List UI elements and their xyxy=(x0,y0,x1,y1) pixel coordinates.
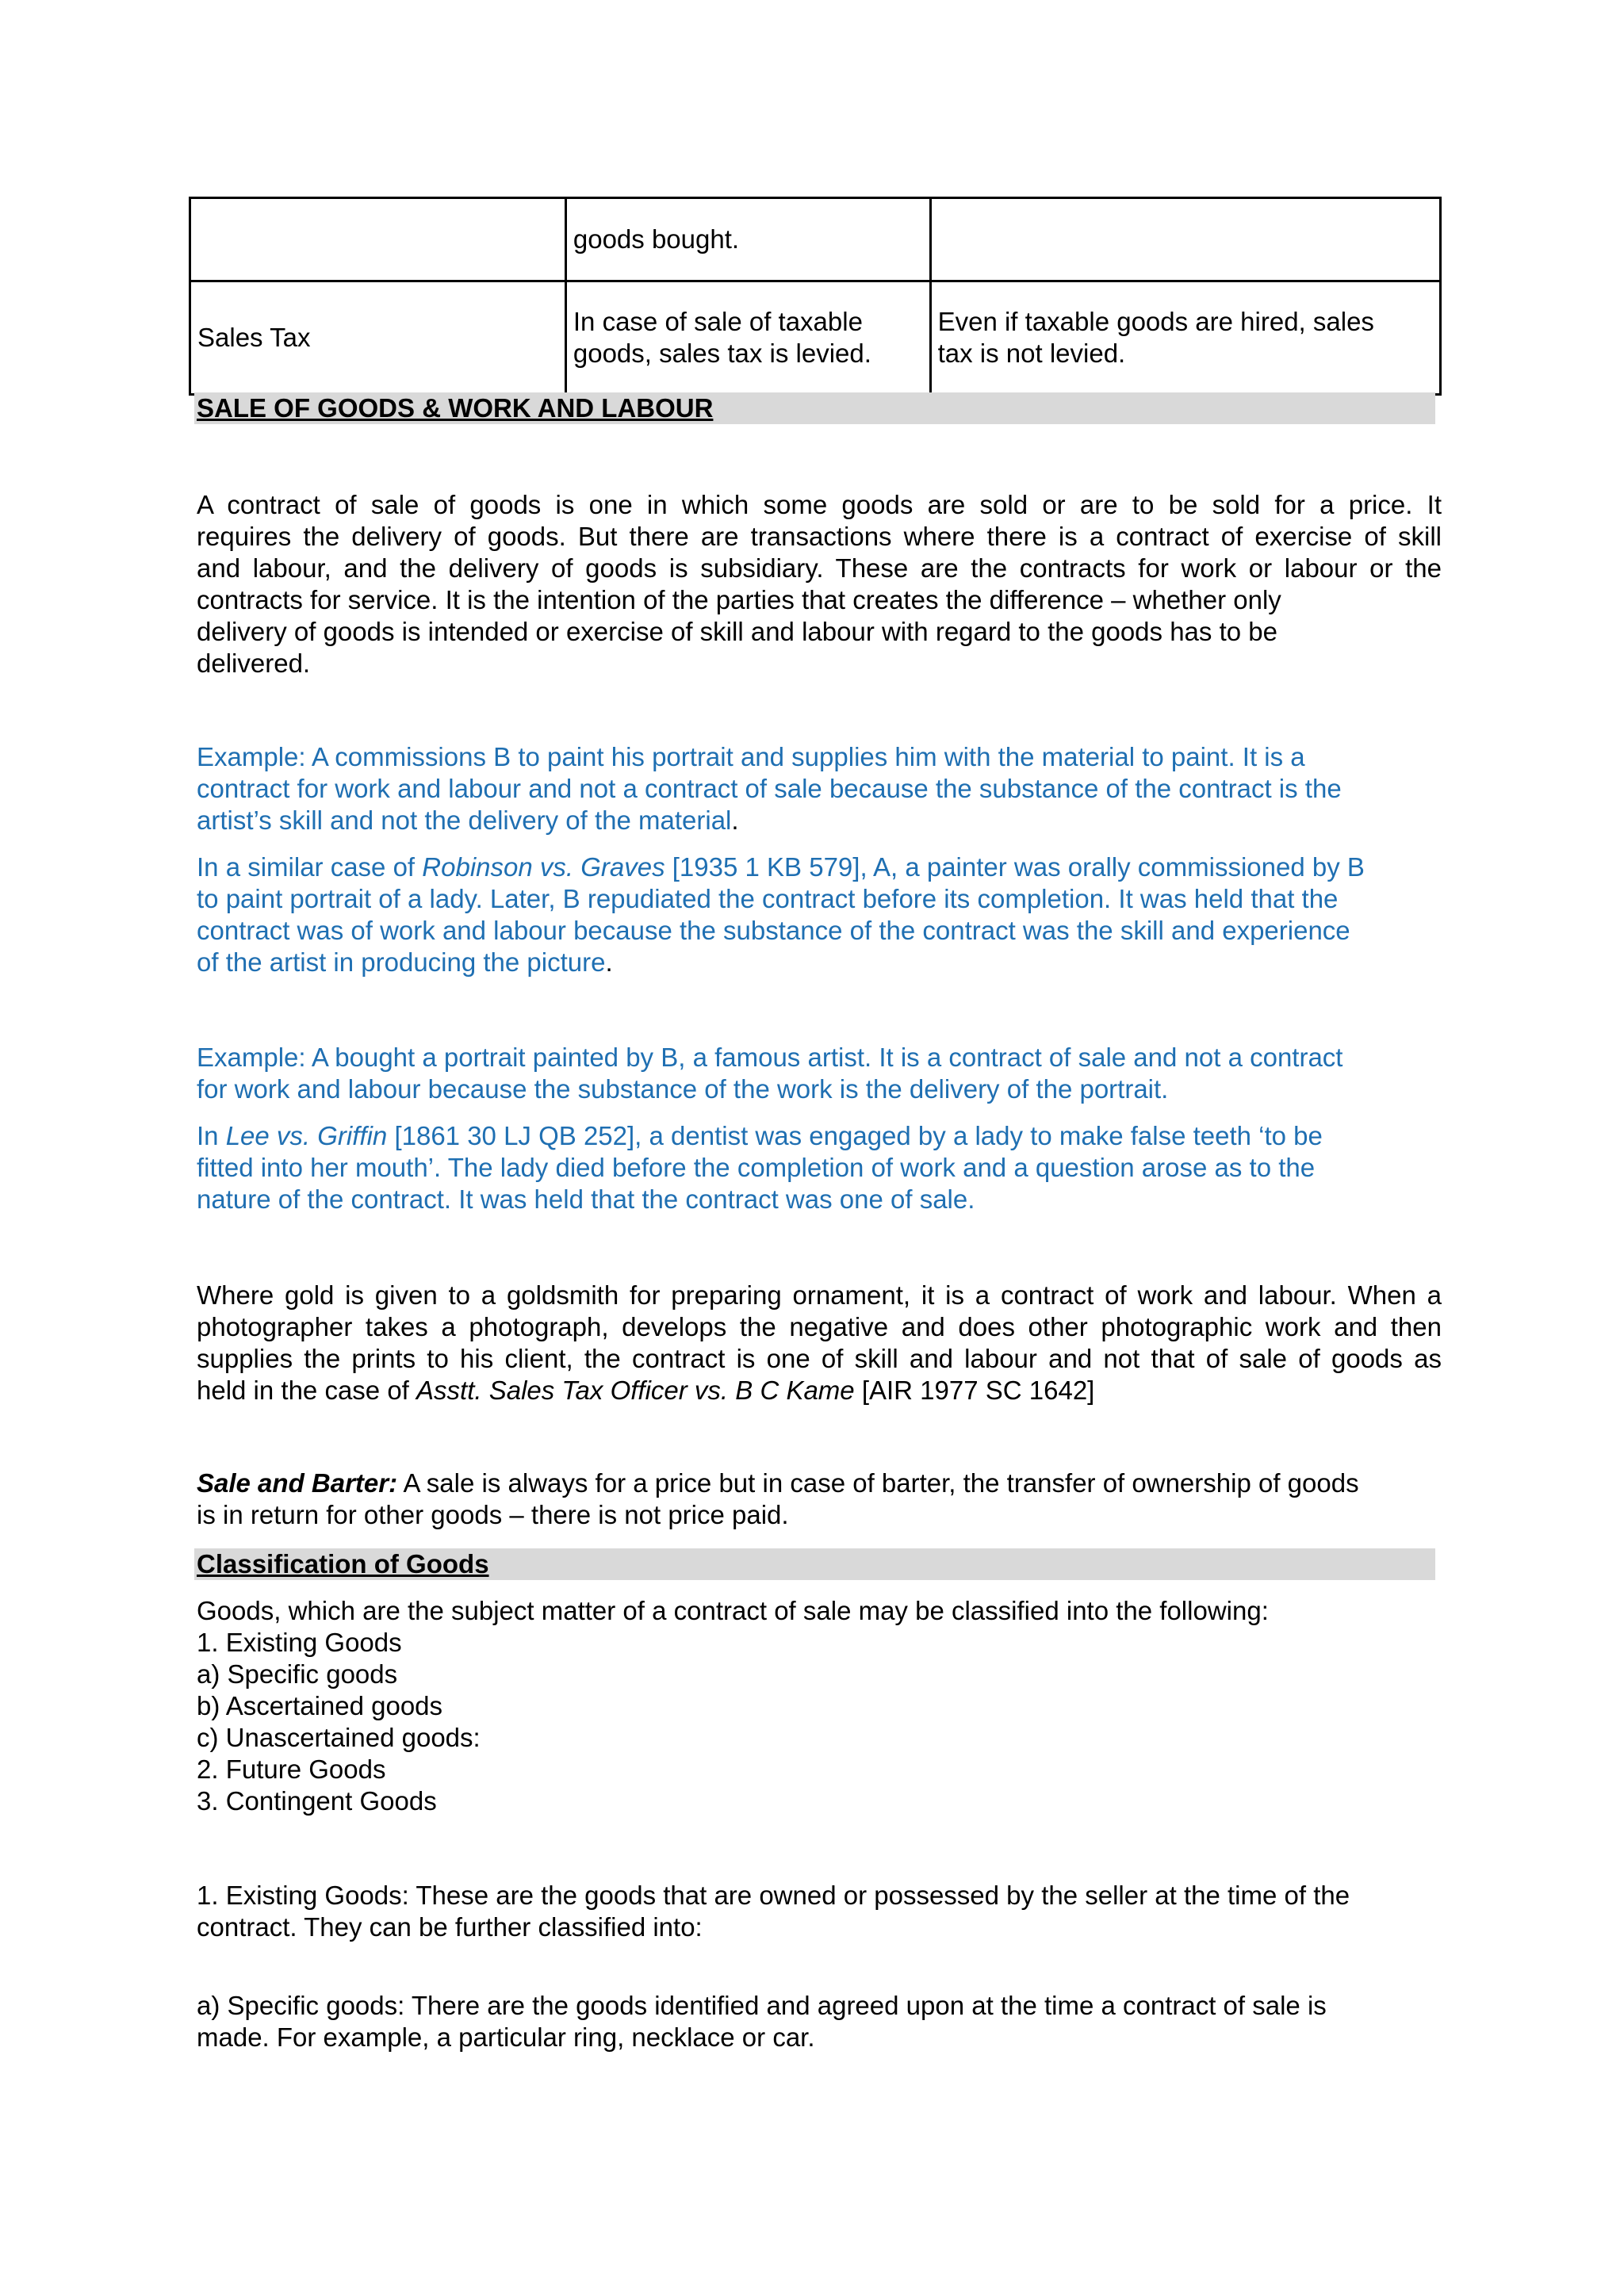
text-line: for work and labour because the substance of the work is the delivery of the portrait. xyxy=(197,1074,1169,1104)
list-item: a) Specific goods xyxy=(197,1659,398,1689)
table-row xyxy=(190,281,1441,395)
text-line: contract was of work and labour because the substance of the contract was the skill and experience xyxy=(197,916,1350,945)
text-segment: [1861 30 LJ QB 252], a dentist was engaged by a lady to make false teeth ‘to be xyxy=(387,1121,1323,1150)
text-line: 1. Existing Goods: These are the goods that are owned or possessed by the seller at the time of the xyxy=(197,1881,1350,1910)
text-line: made. For example, a particular ring, necklace or car. xyxy=(197,2022,815,2052)
text-line: nature of the contract. It was held that the contract was one of sale. xyxy=(197,1184,975,1214)
comparison-table xyxy=(189,197,1442,396)
text-line: is in return for other goods – there is not price paid. xyxy=(197,1500,789,1529)
text-line: delivery of goods is intended or exercise of skill and labour with regard to the goods has to be xyxy=(197,617,1277,646)
text-segment: [AIR 1977 SC 1642] xyxy=(854,1376,1095,1405)
text-line: Example: A bought a portrait painted by B, a famous artist. It is a contract of sale and not a contract xyxy=(197,1043,1343,1072)
classification-list xyxy=(197,1595,1442,1817)
text-segment: In a similar case of xyxy=(197,852,423,882)
cell-line: tax is not levied. xyxy=(937,339,1126,368)
text-line: Where gold is given to a goldsmith for preparing ornament, it is a contract of work and labour. When a xyxy=(197,1280,1442,1310)
table-cell xyxy=(930,281,1440,395)
text-segment: artist’s skill and not the delivery of the material xyxy=(197,806,732,835)
text-line: photographer takes a photograph, develops the negative and does other photographic work and then xyxy=(197,1312,1442,1341)
text-line xyxy=(197,805,1442,836)
text-line xyxy=(197,1468,1442,1499)
list-item: 3. Contingent Goods xyxy=(197,1786,437,1816)
text-segment: of the artist in producing the picture xyxy=(197,947,606,977)
case-name: Robinson vs. Graves xyxy=(422,852,665,882)
cell-line: In case of sale of taxable xyxy=(573,307,863,336)
text-line: delivered. xyxy=(197,649,311,678)
text-line: contract. They can be further classified into: xyxy=(197,1912,703,1942)
text-segment: held in the case of xyxy=(197,1376,417,1405)
text-line: and labour, and the delivery of goods is subsidiary. These are the contracts for work or labour or the xyxy=(197,553,1442,583)
paragraph-specific-goods xyxy=(197,1990,1442,2053)
case-name: Asstt. Sales Tax Officer vs. B C Kame xyxy=(416,1376,855,1405)
table-row xyxy=(190,198,1441,281)
text-line xyxy=(197,1375,1442,1406)
text-segment: [1935 1 KB 579], A, a painter was orally commissioned by B xyxy=(665,852,1365,882)
text-line: Goods, which are the subject matter of a contract of sale may be classified into the following: xyxy=(197,1596,1269,1625)
list-item: 2. Future Goods xyxy=(197,1755,386,1784)
case-lee-vs-griffin xyxy=(197,1120,1442,1215)
example-portrait-commission xyxy=(197,741,1442,836)
paragraph-existing-goods xyxy=(197,1880,1442,1943)
cell-line: Even if taxable goods are hired, sales xyxy=(937,307,1374,336)
text-line: requires the delivery of goods. But there are transactions where there is a contract of exercise of skill xyxy=(197,522,1442,551)
paragraph-sale-and-barter xyxy=(197,1468,1442,1531)
cell-line: goods, sales tax is levied. xyxy=(573,339,871,368)
list-item: c) Unascertained goods: xyxy=(197,1723,481,1752)
text-line: supplies the prints to his client, the contract is one of skill and labour and not that of sale of goods as xyxy=(197,1344,1442,1373)
table-cell-sales-tax: Sales Tax xyxy=(190,281,566,395)
text-segment: . xyxy=(731,806,739,835)
case-robinson-vs-graves xyxy=(197,851,1442,978)
paragraph-goldsmith xyxy=(197,1280,1442,1406)
text-segment: A sale is always for a price but in case of barter, the transfer of ownership of goods xyxy=(397,1468,1359,1498)
text-line xyxy=(197,1120,1442,1152)
text-line: a) Specific goods: There are the goods identified and agreed upon at the time a contract of sale is xyxy=(197,1991,1327,2020)
paragraph-contract-of-sale xyxy=(197,489,1442,679)
section-heading-classification: Classification of Goods xyxy=(194,1548,1435,1580)
text-line: fitted into her mouth’. The lady died before the completion of work and a question arose as to the xyxy=(197,1153,1316,1182)
text-line xyxy=(197,851,1442,883)
text-line xyxy=(197,947,1442,978)
section-heading-sale-work-labour: SALE OF GOODS & WORK AND LABOUR xyxy=(194,392,1435,424)
list-item: 1. Existing Goods xyxy=(197,1628,402,1657)
text-line: A contract of sale of goods is one in which some goods are sold or are to be sold for a price. It xyxy=(197,490,1442,519)
table-cell xyxy=(930,198,1440,281)
text-segment: . xyxy=(605,947,613,977)
list-item: b) Ascertained goods xyxy=(197,1691,443,1720)
term-sale-and-barter: Sale and Barter: xyxy=(197,1468,398,1498)
table-cell: goods bought. xyxy=(565,198,930,281)
text-line: to paint portrait of a lady. Later, B repudiated the contract before its completion. It was held that the xyxy=(197,884,1339,913)
example-portrait-bought xyxy=(197,1042,1442,1105)
table-cell xyxy=(190,198,566,281)
text-line: contract for work and labour and not a contract of sale because the substance of the contract is the xyxy=(197,774,1342,803)
text-line: contracts for service. It is the intention of the parties that creates the difference – whether only xyxy=(197,585,1281,614)
case-name: Lee vs. Griffin xyxy=(225,1121,388,1150)
table-cell xyxy=(565,281,930,395)
text-segment: In xyxy=(197,1121,226,1150)
text-line: Example: A commissions B to paint his portrait and supplies him with the material to paint. It is a xyxy=(197,742,1305,771)
